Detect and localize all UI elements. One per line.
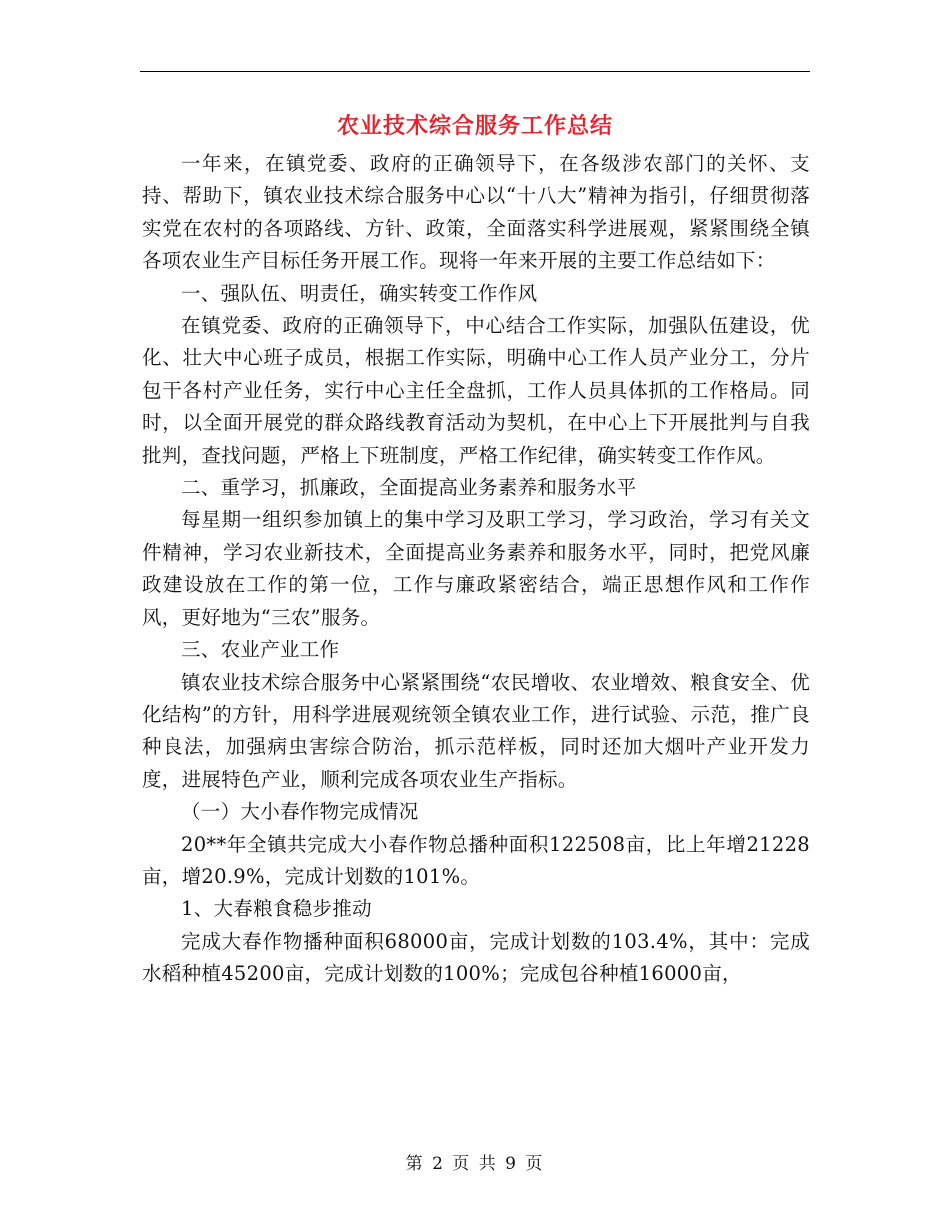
paragraph-intro: 一年来，在镇党委、政府的正确领导下，在各级涉农部门的关怀、支持、帮助下，镇农业技术综合服务中心以“十八大”精神为指引，仔细贯彻落实党在农村的各项路线、方针、政策，全面落实科学进展观，紧紧围绕全镇各项农业生产目标任务开展工作。现将一年来开展的主要工作总结如下：	[142, 152, 810, 273]
section-heading-3: 三、农业产业工作	[181, 638, 340, 662]
document-body	[142, 148, 810, 991]
paragraph-study: 每星期一组织参加镇上的集中学习及职工学习，学习政治，学习有关文件精神，学习农业新技术，全面提高业务素养和服务水平，同时，把党风廉政建设放在工作的第一位，工作与廉政紧密结合，端正思想作风和工作作风，更好地为“三农”服务。	[142, 508, 810, 629]
section-heading-1: 一、强队伍、明责任，确实转变工作作风	[181, 281, 538, 305]
header-rule	[140, 71, 810, 72]
paragraph-industry: 镇农业技术综合服务中心紧紧围绕“农民增收、农业增效、粮食安全、优化结构”的方针，用科学进展观统领全镇农业工作，进行试验、示范，推广良种良法，加强病虫害综合防治，抓示范样板，同时还加大烟叶产业开发力度，进展特色产业，顺利完成各项农业生产指标。	[142, 670, 810, 791]
page-number: 第 2 页 共 9 页	[405, 1154, 545, 1174]
section-heading-2: 二、重学习，抓廉政，全面提高业务素养和服务水平	[181, 476, 637, 500]
document-title: 农业技术综合服务工作总结	[336, 113, 613, 139]
paragraph-spring-crops: 完成大春作物播种面积68000亩，完成计划数的103.4%，其中：完成水稻种植45200亩，完成计划数的100%；完成包谷种植16000亩，	[142, 929, 810, 986]
paragraph-team: 在镇党委、政府的正确领导下，中心结合工作实际，加强队伍建设，优化、壮大中心班子成员，根据工作实际，明确中心工作人员产业分工，分片包干各村产业任务，实行中心主任全盘抓，工作人员具体抓的工作格局。同时，以全面开展党的群众路线教育活动为契机，在中心上下开展批判与自我批判，查找问题，严格上下班制度，严格工作纪律，确实转变工作作风。	[142, 314, 810, 467]
paragraph-crops-total: 20**年全镇共完成大小春作物总播种面积122508亩，比上年增21228亩，增20.9%，完成计划数的101%。	[142, 832, 810, 888]
subsection-heading-1-1: 1、大春粮食稳步推动	[181, 897, 372, 921]
subsection-heading-1: （一）大小春作物完成情况	[181, 800, 419, 824]
